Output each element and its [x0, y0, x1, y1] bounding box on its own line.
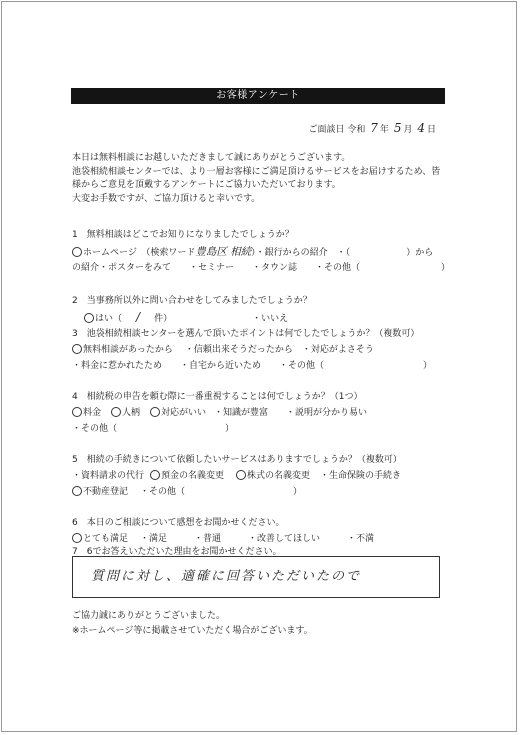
- selected-circle-mark: [150, 407, 160, 417]
- q7-answer-box[interactable]: [72, 556, 440, 598]
- date-label: ご面談日: [308, 125, 345, 135]
- q2-opt-yes-end: 件）: [154, 314, 173, 324]
- intro-line: 本日は無料相談にお越しいただきまして誠にありがとうございます。: [72, 153, 351, 163]
- q5-opt-stock[interactable]: 株式の名義変更: [247, 471, 311, 481]
- q3-options-line2[interactable]: ・料金に惹かれたため ・自宅から近いため ・その他（ ）: [72, 361, 433, 371]
- selected-circle-mark: [150, 470, 160, 480]
- q5-options-line2: [72, 486, 302, 498]
- q6-options: [72, 533, 374, 545]
- q1-opt-from: ）から: [406, 248, 434, 258]
- q2-opt-yes[interactable]: はい（: [95, 314, 123, 324]
- q2-opt-no[interactable]: ・いいえ: [252, 314, 289, 324]
- q5-options-line1: [72, 470, 401, 482]
- era: 令和: [347, 125, 366, 135]
- selected-circle-mark: [72, 486, 82, 496]
- q4-options-line1: [72, 407, 367, 419]
- selected-circle-mark: [236, 470, 246, 480]
- q4-question: 4 相続税の申告を頼む際に一番重視することは何でしょうか？（1つ）: [72, 392, 363, 402]
- q5-opt-other[interactable]: ・その他（ ）: [140, 487, 303, 497]
- q3-opt-rest[interactable]: ・信頼出来そうだったから ・対応がよさそう: [184, 345, 374, 355]
- q4-opt-person[interactable]: 人柄: [122, 408, 141, 418]
- q1-opt-homepage[interactable]: ホームページ （検索ワード: [83, 248, 196, 258]
- intro-text: [72, 152, 440, 206]
- q6-question: 6 本日のご相談について感想をお聞かせください。: [72, 518, 285, 528]
- q5-opt-insurance[interactable]: ・生命保険の手続き: [320, 471, 402, 481]
- q5-question: 5 相続の手続きについて依頼したいサービスはありますでしょうか？（複数可）: [72, 455, 402, 465]
- intro-line: 池袋相続相談センターでは、より一層お客様にご満足頂けるサービスをお届けするため、皆: [72, 166, 441, 177]
- q3-question: 3 池袋相続相談センターを選んで頂いたポイントは何でしたでしょうか？（複数可）: [72, 329, 420, 339]
- selected-circle-mark: [72, 533, 82, 543]
- q2-options: [72, 311, 288, 325]
- day-value: 4: [417, 121, 425, 135]
- year-unit: 年: [379, 125, 389, 135]
- selected-circle-mark: [72, 247, 82, 257]
- month-value: 5: [393, 121, 402, 135]
- q4-options-line2[interactable]: ・その他（ ）: [72, 424, 235, 434]
- q5-opt-docs[interactable]: ・資料請求の代行: [72, 471, 145, 481]
- intro-line: 様からご意見を頂戴するアンケートにご協力いただいております。: [72, 180, 341, 190]
- selected-circle-mark: [72, 407, 82, 417]
- q7-question: 7 6でお答えいただいた理由をお聞かせください。: [72, 547, 282, 557]
- q4-opt-rest[interactable]: ・知識が豊富 ・説明が分かり易い: [214, 408, 368, 418]
- thanks-text: ご協力誠にありがとうございました。: [72, 611, 226, 621]
- q1-opt-bank[interactable]: ）・銀行からの紹介 ・（: [251, 248, 351, 258]
- selected-circle-mark: [72, 344, 82, 354]
- q1-options-line2[interactable]: の紹介・ポスターをみて ・セミナー ・タウン誌 ・その他（ ）: [72, 263, 451, 273]
- day-unit: 日: [426, 125, 436, 135]
- publish-note: ※ホームページ等に掲載させていただく場合がございます。: [72, 626, 313, 636]
- q6-opt-rest[interactable]: ・満足 ・普通 ・改善してほしい ・不満: [140, 534, 375, 544]
- q2-question: 2 当事務所以外に問い合わせをしてみましたでしょうか？: [72, 296, 312, 306]
- q1-question: 1 無料相談はどこでお知りになりましたでしょうか？: [72, 230, 294, 240]
- q7-answer-text: 質問に対し、適確に回答いただいたので: [91, 569, 362, 584]
- selected-circle-mark: [111, 407, 121, 417]
- selected-circle-mark: [84, 313, 94, 323]
- q2-count: /: [136, 310, 141, 324]
- q3-options-line1: [72, 344, 374, 356]
- consult-date: [309, 121, 437, 135]
- q5-opt-deposit[interactable]: 預金の名義変更: [161, 471, 225, 481]
- q6-opt-very-satisfied[interactable]: とても満足: [83, 534, 129, 544]
- q5-opt-realestate[interactable]: 不動産登記: [83, 487, 129, 497]
- survey-title: お客様アンケート: [71, 88, 445, 104]
- month-unit: 月: [403, 125, 413, 135]
- q3-opt-free-consult[interactable]: 無料相談があったから: [83, 345, 173, 355]
- intro-line: 大変お手数ですが、ご協力頂けると幸いです。: [72, 193, 261, 204]
- q4-opt-response[interactable]: 対応がいい: [161, 408, 207, 418]
- year-value: 7: [370, 121, 378, 135]
- q1-search-word: 豊島区 相続: [195, 246, 252, 258]
- q4-opt-fee[interactable]: 料金: [83, 408, 102, 418]
- q1-options-line1: [72, 246, 433, 259]
